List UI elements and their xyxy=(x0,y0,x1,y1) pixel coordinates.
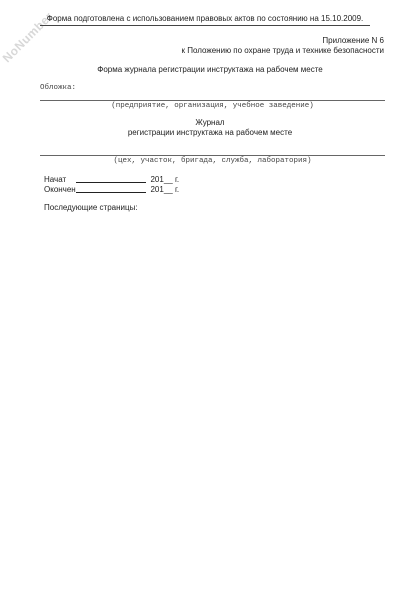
journal-title xyxy=(0,118,420,138)
organization-hint: (предприятие, организация, учебное заведение) xyxy=(111,102,314,110)
started-year-suffix: г. xyxy=(174,175,180,184)
journal-title-line2: регистрации инструктажа на рабочем месте xyxy=(127,128,293,137)
finished-label: Окончен xyxy=(44,185,76,194)
organization-line xyxy=(40,100,385,101)
appendix-header xyxy=(182,36,384,56)
started-label: Начат xyxy=(44,175,67,184)
cover-label: Обложка: xyxy=(40,84,77,92)
form-title: Форма журнала регистрации инструктажа на рабочем месте xyxy=(97,65,323,74)
journal-title-line1: Журнал xyxy=(195,118,225,127)
started-date-blank xyxy=(76,174,146,183)
source-note: Форма подготовлена с использованием правовых актов по состоянию на 15.10.2009. xyxy=(40,14,370,26)
finished-year-suffix: г. xyxy=(174,185,180,194)
finished-year: 201__ xyxy=(150,185,173,194)
finished-date-blank xyxy=(76,184,146,193)
next-pages-label: Последующие страницы: xyxy=(44,203,138,212)
finished-date-row xyxy=(44,184,179,195)
watermark: NoNumber xyxy=(0,9,56,66)
department-hint: (цех, участок, бригада, служба, лаборатория) xyxy=(113,157,312,165)
appendix-number: Приложение N 6 xyxy=(322,36,384,45)
started-year: 201__ xyxy=(150,175,173,184)
department-line xyxy=(40,155,385,156)
appendix-reference: к Положению по охране труда и технике безопасности xyxy=(181,46,384,55)
